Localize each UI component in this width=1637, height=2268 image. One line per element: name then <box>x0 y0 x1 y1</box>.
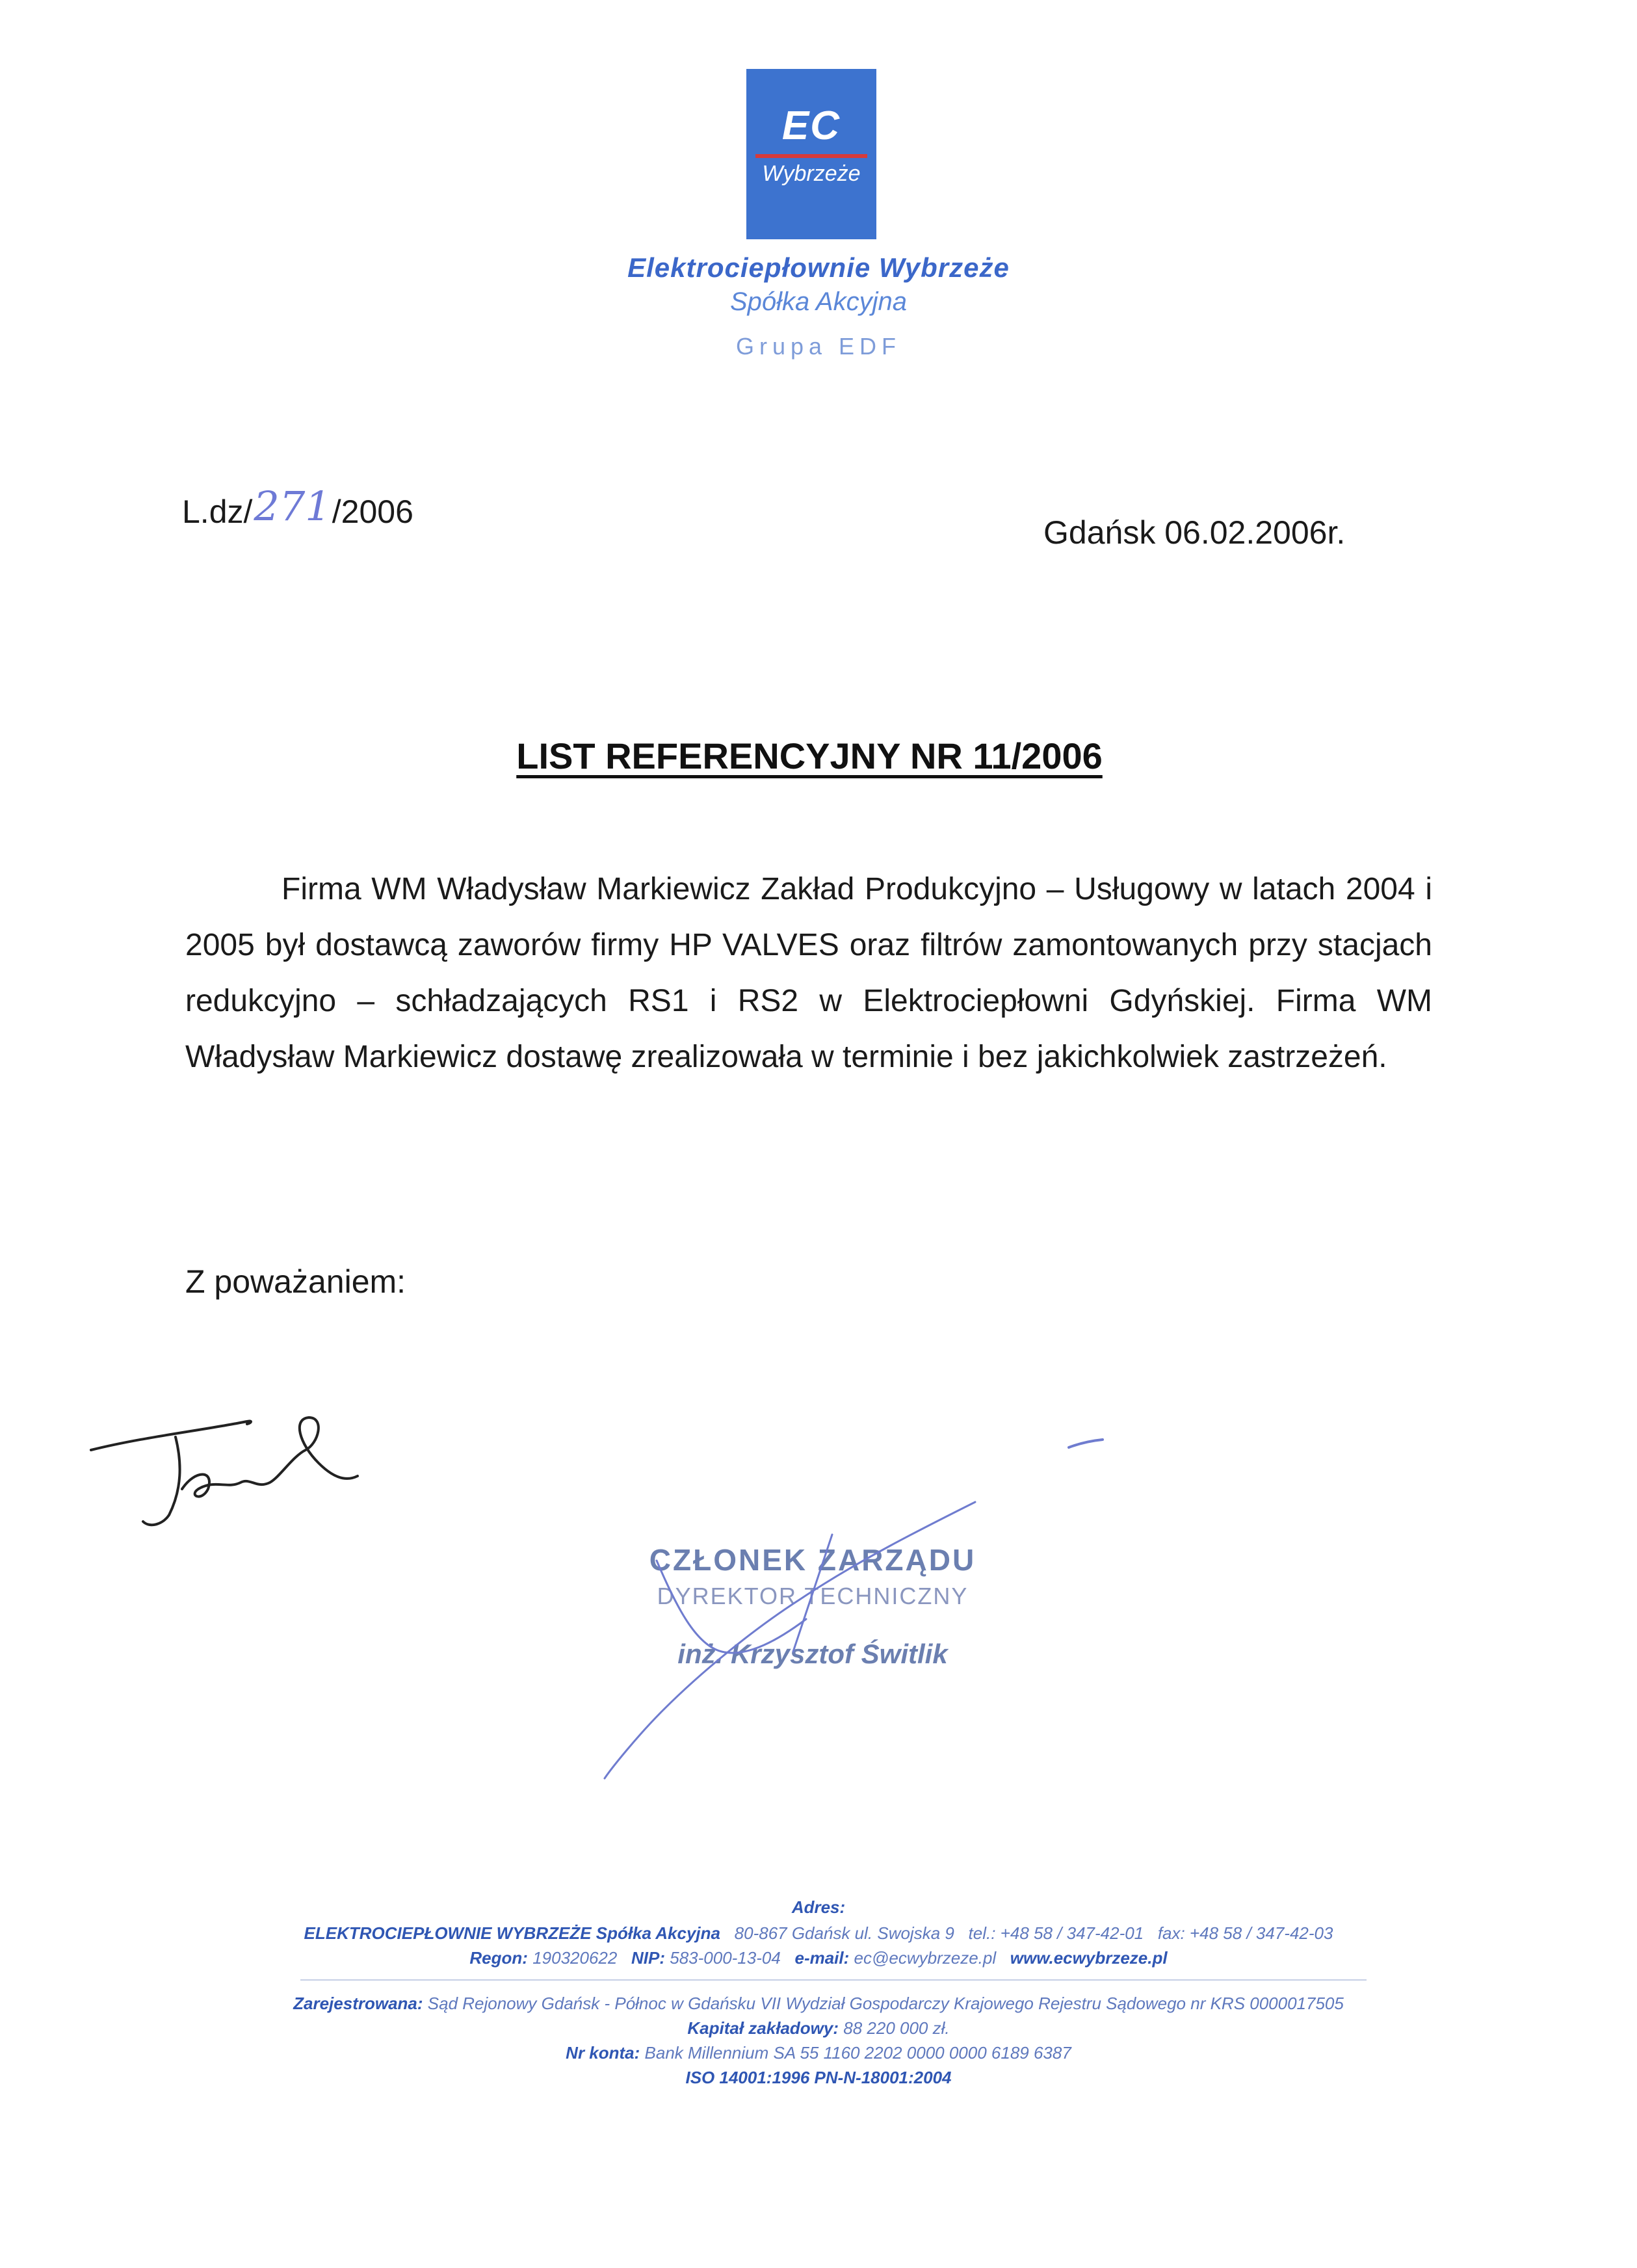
logo-stripe <box>755 154 867 158</box>
footer-registration-line <box>0 1994 1637 2014</box>
reference-prefix: L.dz/ <box>182 494 253 530</box>
footer-account-label: Nr konta: <box>566 2043 640 2063</box>
footer-tel: +48 58 / 347-42-01 <box>1000 1923 1144 1943</box>
footer-tel-label: tel.: <box>968 1923 996 1943</box>
footer-identifiers-line <box>0 1948 1637 1968</box>
reference-number <box>182 482 413 531</box>
letter-title: LIST REFERENCYJNY NR 11/2006 <box>516 735 1103 776</box>
footer-fax-label: fax: <box>1157 1923 1185 1943</box>
signature-right-icon <box>585 1483 1105 1782</box>
footer-nip-label: NIP: <box>631 1948 665 1968</box>
footer-address: 80-867 Gdańsk ul. Swojska 9 <box>734 1923 954 1943</box>
footer-company: ELEKTROCIEPŁOWNIE WYBRZEŻE Spółka Akcyjna <box>304 1923 720 1943</box>
stamp-name: inż. Krzysztof Świtlik <box>677 1639 948 1669</box>
company-name: Elektrociepłownie Wybrzeże <box>627 252 1010 283</box>
logo-subtitle: Wybrzeże <box>762 161 861 186</box>
footer-regon-label: Regon: <box>469 1948 528 1968</box>
footer-registered-label: Zarejestrowana: <box>293 1994 423 2013</box>
stamp-title: CZŁONEK ZARZĄDU <box>649 1543 976 1577</box>
stamp-role: DYREKTOR TECHNICZNY <box>657 1583 969 1609</box>
footer-registered: Sąd Rejonowy Gdańsk - Północ w Gdańsku VII Wydział Gospodarczy Krajowego Rejestru Sądowego nr KRS 0000017505 <box>427 1994 1344 2013</box>
letter-body: Firma WM Władysław Markiewicz Zakład Produkcyjno – Usługowy w latach 2004 i 2005 był dostawcą zaworów firmy HP VALVES oraz filtrów zamontowanych przy stacjach redukcyjno – schładzających RS1 i RS2 w Elektrociepłowni Gdyńskiej. Firma WM Władysław Markiewicz dostawę zrealizowała w terminie i bez jakichkolwiek zastrzeżeń. <box>185 872 1432 1074</box>
footer-divider <box>300 1979 1367 1981</box>
footer-fax: +48 58 / 347-42-03 <box>1189 1923 1333 1943</box>
footer-email: ec@ecwybrzeze.pl <box>854 1948 997 1968</box>
footer-capital-line <box>0 2018 1637 2038</box>
signature-left-icon <box>85 1391 384 1535</box>
company-legal-form: Spółka Akcyjna <box>730 287 907 316</box>
footer-iso: ISO 14001:1996 PN-N-18001:2004 <box>685 2068 952 2087</box>
footer-website: www.ecwybrzeze.pl <box>1010 1948 1168 1968</box>
footer-nip: 583-000-13-04 <box>670 1948 781 1968</box>
footer-capital: 88 220 000 zł. <box>843 2018 950 2038</box>
footer-capital-label: Kapitał zakładowy: <box>687 2018 839 2038</box>
pen-mark-icon <box>1066 1437 1105 1450</box>
company-group: Grupa EDF <box>735 333 902 360</box>
footer-email-label: e-mail: <box>794 1948 850 1968</box>
footer-address-label: Adres: <box>791 1897 846 1917</box>
footer-account: Bank Millennium SA 55 1160 2202 0000 0000 6189 6387 <box>644 2043 1071 2063</box>
reference-handwritten: 271 <box>254 482 331 530</box>
footer-regon: 190320622 <box>532 1948 618 1968</box>
logo-abbreviation: EC <box>781 103 841 148</box>
footer-account-line <box>0 2043 1637 2063</box>
letter-date: Gdańsk 06.02.2006r. <box>1043 514 1346 551</box>
official-stamp <box>585 1483 1105 1782</box>
footer-iso-line <box>0 2068 1637 2088</box>
footer-address-line <box>0 1923 1637 1944</box>
reference-suffix: /2006 <box>332 494 413 530</box>
letter-closing: Z poważaniem: <box>185 1263 406 1300</box>
company-logo <box>746 69 876 239</box>
